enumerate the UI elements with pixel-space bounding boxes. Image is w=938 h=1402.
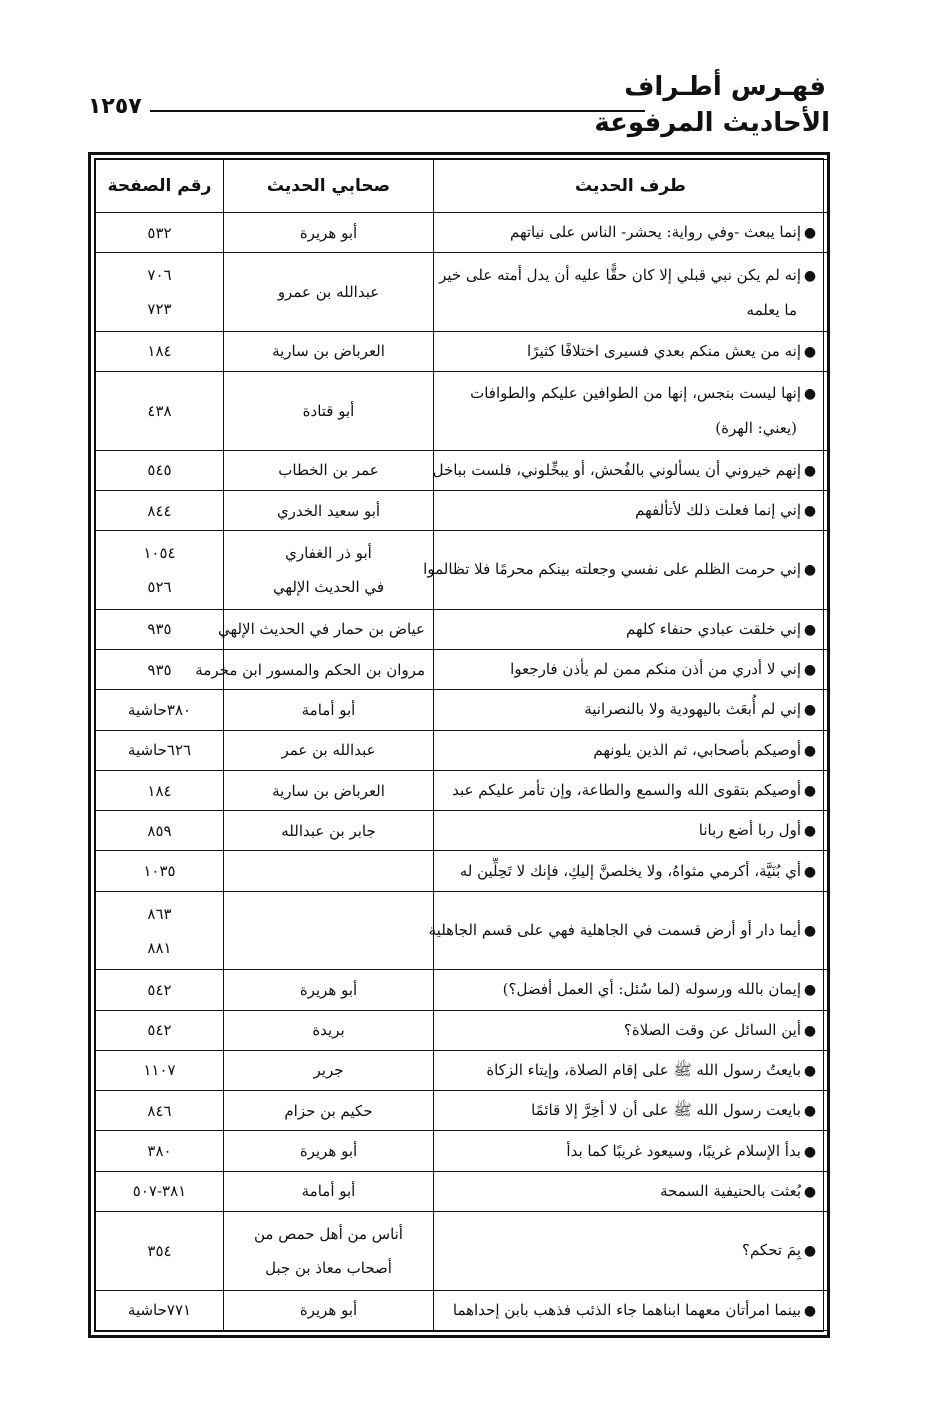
hadith-cell	[434, 1010, 828, 1050]
hadith-text: بدأ الإسلام غريبًا، وسيعود غريبًا كما بدأ	[566, 1141, 801, 1160]
hadith-cell	[423, 531, 828, 610]
bullet-icon: ●	[803, 662, 817, 679]
table-row	[96, 372, 828, 451]
page-ref-text: ١٠٥٤	[143, 543, 176, 562]
header-rule	[150, 110, 645, 112]
page-cell	[96, 1211, 224, 1290]
companion-text: أبو هريرة	[299, 223, 358, 242]
page-cell	[96, 970, 224, 1010]
companion-text: بريدة	[312, 1021, 345, 1040]
companion-cell	[224, 730, 434, 770]
page-cell	[96, 531, 224, 610]
bullet-icon: ●	[803, 1062, 817, 1079]
bullet-icon: ●	[803, 1143, 817, 1160]
page-ref-text: ٨٥٩	[147, 821, 172, 840]
bullet-icon: ●	[803, 621, 817, 638]
hadith-text: إني خلقت عبادي حنفاء كلهم	[626, 619, 801, 638]
table-header-row	[96, 160, 828, 213]
hadith-cell	[434, 1131, 828, 1171]
table-row	[96, 1211, 828, 1290]
hadith-cell	[434, 253, 828, 332]
hadith-text: إنه لم يكن نبي قبلي إلا كان حقًّا عليه أن يدل أمته على خير	[439, 265, 801, 284]
companion-text: عمر بن الخطاب	[278, 461, 379, 480]
table-row	[96, 490, 828, 530]
page-ref-text: ٣٨٠	[147, 1142, 172, 1161]
table-row	[96, 970, 828, 1010]
page-cell	[96, 1171, 224, 1211]
page-ref-text: ٣٨١-٥٠٧	[132, 1182, 187, 1201]
hadith-text: أول ربا أضع ربانا	[698, 821, 801, 840]
companion-cell	[224, 1131, 434, 1171]
page-cell	[96, 891, 224, 970]
bullet-icon: ●	[803, 742, 817, 759]
page-ref-text: ٥٤٢	[147, 980, 172, 999]
bullet-icon: ●	[803, 1302, 817, 1319]
table-row	[96, 1091, 828, 1131]
companion-cell	[224, 1290, 434, 1330]
hadith-cell	[434, 609, 828, 649]
page-cell	[96, 730, 224, 770]
page-cell	[96, 490, 224, 530]
hadith-text: بايعت رسول الله ﷺ على أن لا أخِرَّ إلا قائمًا	[531, 1101, 801, 1120]
companion-text: عبدالله بن عمرو	[277, 283, 380, 302]
table-row	[96, 730, 828, 770]
hadith-cell	[434, 811, 828, 851]
page-ref-text: ٩٣٥	[147, 660, 172, 679]
page-cell	[96, 690, 224, 730]
companion-text: أبو هريرة	[299, 1301, 358, 1320]
hadith-text: أي بُنَيَّة، أكرمي مثواهُ، ولا يخلصنَّ إليكِ، فإنك لا تَحِلِّين له	[459, 861, 801, 880]
companion-cell	[224, 1091, 434, 1131]
companion-text: أبو قتادة	[302, 401, 355, 420]
page-ref-text: ٧٠٦	[147, 266, 172, 285]
hadith-text: أوصيكم بأصحابي، ثم الذين يلونهم	[593, 740, 801, 759]
hadith-cell	[434, 490, 828, 530]
hadith-cell	[434, 1290, 828, 1330]
hadith-text: أين السائل عن وقت الصلاة؟	[623, 1020, 801, 1039]
page-ref-text: ٥٤٥	[147, 461, 172, 480]
companion-cell	[224, 811, 434, 851]
table-row	[96, 690, 828, 730]
bullet-icon: ●	[803, 1183, 817, 1200]
hadith-text: إنها ليست بنجس، إنها من الطوافين عليكم والطوافات	[470, 384, 801, 403]
companion-text: أبو ذر الغفاري	[285, 543, 372, 562]
table-row	[96, 609, 828, 649]
companion-cell	[224, 450, 434, 490]
table-row	[96, 851, 828, 891]
companion-cell	[224, 253, 434, 332]
bullet-icon: ●	[803, 702, 817, 719]
hadith-cell	[434, 730, 828, 770]
bullet-icon: ●	[803, 503, 817, 520]
table-row	[96, 650, 828, 690]
page-ref-text: ٨٦٣	[147, 904, 172, 923]
companion-text: أصحاب معاذ بن جبل	[265, 1258, 392, 1277]
companion-text: عبدالله بن عمر	[281, 741, 376, 760]
page-cell	[96, 1131, 224, 1171]
bullet-icon: ●	[803, 343, 817, 360]
hadith-text: إني إنما فعلت ذلك لأتألفهم	[635, 501, 801, 520]
table-row	[96, 331, 828, 371]
bullet-icon: ●	[803, 562, 817, 579]
page-ref-text: ٦٢٦حاشية	[127, 741, 192, 760]
companion-text: أبو هريرة	[299, 1142, 358, 1161]
companion-cell	[224, 770, 434, 810]
companion-cell	[224, 331, 434, 371]
companion-text: أبو أمامة	[301, 1182, 356, 1201]
hadith-text: بِمَ تحكم؟	[741, 1241, 801, 1260]
hadith-cell	[434, 690, 828, 730]
companion-text: العرباض بن سارية	[272, 781, 385, 800]
hadith-cell	[434, 213, 828, 253]
page-ref-text: ٨٨١	[147, 938, 172, 957]
hadith-cell	[434, 1091, 828, 1131]
hadith-cell	[428, 891, 828, 970]
bullet-icon: ●	[803, 1022, 817, 1039]
companion-cell	[224, 891, 434, 970]
page-ref-text: ٥٢٦	[147, 577, 172, 596]
hadith-text: (يعني: الهرة)	[715, 419, 797, 438]
hadith-text: إنهم خيروني أن يسألوني بالفُحش، أو يبخِّلوني، فلست بباخل	[432, 460, 801, 479]
bullet-icon: ●	[803, 225, 817, 242]
bullet-icon: ●	[803, 267, 817, 284]
page-cell	[96, 253, 224, 332]
companion-cell	[224, 970, 434, 1010]
bullet-icon: ●	[803, 1243, 817, 1260]
index-subtitle: الأحاديث المرفوعة	[594, 108, 830, 138]
hadith-cell	[434, 450, 828, 490]
page-ref-text: ١٨٤	[147, 342, 172, 361]
companion-text: أناس من أهل حمص من	[254, 1224, 403, 1243]
page-ref-text: ٨٤٤	[147, 501, 172, 520]
page-cell	[96, 851, 224, 891]
page-ref-text: ٣٨٠حاشية	[127, 700, 192, 719]
hadith-index-table	[95, 159, 828, 1331]
table-row	[96, 253, 828, 332]
table-row	[96, 1290, 828, 1330]
index-title: فهـرس أطـراف	[624, 72, 826, 102]
companion-cell	[224, 1171, 434, 1211]
hadith-cell	[434, 851, 828, 891]
table-row	[96, 531, 828, 610]
hadith-cell	[434, 372, 828, 451]
companion-cell	[224, 213, 434, 253]
table-row	[96, 770, 828, 810]
hadith-cell	[434, 1211, 828, 1290]
companion-cell	[195, 650, 434, 690]
companion-text: أبو هريرة	[299, 980, 358, 999]
hadith-text: إني حرمت الظلم على نفسي وجعلته بينكم محرمًا فلا تظالموا	[423, 560, 801, 579]
hadith-text: ما يعلمه	[746, 300, 797, 319]
hadith-text: إنه من يعش منكم بعدي فسيرى اختلافًا كثيرًا	[527, 341, 801, 360]
page-cell	[96, 609, 224, 649]
companion-text: مروان بن الحكم والمسور ابن مخرمة	[195, 660, 425, 679]
table-row	[96, 891, 828, 970]
page-ref-text: ٣٥٤	[147, 1241, 172, 1260]
page-ref-text: ٥٣٢	[147, 223, 172, 242]
table-row	[96, 1010, 828, 1050]
hadith-cell	[434, 1050, 828, 1090]
companion-text: أبو أمامة	[301, 700, 356, 719]
companion-text: جابر بن عبدالله	[281, 821, 376, 840]
bullet-icon: ●	[803, 982, 817, 999]
page-cell	[96, 811, 224, 851]
hadith-text: بايعتُ رسول الله ﷺ على إقام الصلاة، وإيتاء الزكاة	[486, 1060, 801, 1079]
hadith-text: إني لا أدري من أذن منكم ممن لم يأذن فارجعوا	[510, 660, 801, 679]
hadith-text: أيما دار أو أرض قسمت في الجاهلية فهي على قسم الجاهلية	[428, 921, 801, 939]
page-ref-text: ٧٢٣	[147, 300, 172, 319]
table-row	[96, 213, 828, 253]
page-cell	[96, 1091, 224, 1131]
bullet-icon: ●	[803, 462, 817, 479]
hadith-text: إيمان بالله ورسوله (لما سُئل: أي العمل أفضل؟)	[502, 980, 801, 999]
table-row	[96, 1171, 828, 1211]
bullet-icon: ●	[803, 783, 817, 800]
hadith-index-table-frame	[88, 152, 830, 1338]
companion-text: العرباض بن سارية	[272, 342, 385, 361]
hadith-cell	[434, 650, 828, 690]
page-ref-text: ١٨٤	[147, 781, 172, 800]
page-ref-text: ٧٧١حاشية	[127, 1301, 192, 1320]
page-cell	[96, 1050, 224, 1090]
hadith-cell	[434, 970, 828, 1010]
page-cell	[96, 450, 224, 490]
table-row	[96, 811, 828, 851]
hadith-text: بينما امرأتان معهما ابناهما جاء الذئب فذهب بابن إحداهما	[452, 1300, 801, 1319]
companion-cell	[218, 609, 434, 649]
companion-cell	[224, 1050, 434, 1090]
companion-text: جرير	[313, 1061, 344, 1080]
page-ref-text: ١٠٣٥	[143, 862, 176, 881]
companion-text: عياض بن حمار في الحديث الإلهي	[218, 620, 425, 639]
companion-cell	[224, 490, 434, 530]
page-ref-text: ٨٤٦	[147, 1101, 172, 1120]
bullet-icon: ●	[803, 386, 817, 403]
page-cell	[96, 1290, 224, 1330]
hadith-cell	[434, 770, 828, 810]
companion-cell	[224, 531, 434, 610]
page-ref-text: ١١٠٧	[143, 1061, 176, 1080]
table-row	[96, 1131, 828, 1171]
page-header	[0, 0, 938, 150]
bullet-icon: ●	[803, 863, 817, 880]
page-ref-text: ٩٣٥	[147, 620, 172, 639]
companion-text: حكيم بن حزام	[284, 1101, 373, 1120]
hadith-cell	[434, 1171, 828, 1211]
bullet-icon: ●	[803, 1103, 817, 1120]
column-header-companion: صحابي الحديث	[224, 160, 434, 213]
companion-text: أبو سعيد الخدري	[276, 501, 381, 520]
hadith-text: إنما يبعث -وفي رواية: يحشر- الناس على نياتهم	[509, 223, 801, 242]
bullet-icon: ●	[803, 823, 817, 840]
column-header-hadith: طرف الحديث	[434, 160, 828, 213]
hadith-text: بُعثت بالحنيفية السمحة	[660, 1181, 801, 1200]
page-cell	[96, 372, 224, 451]
page-ref-text: ٥٤٢	[147, 1021, 172, 1040]
page-number: ١٢٥٧	[88, 94, 142, 119]
page-cell	[96, 331, 224, 371]
hadith-text: إني لم أُبعَث باليهودية ولا بالنصرانية	[584, 700, 801, 719]
companion-cell	[224, 851, 434, 891]
table-row	[96, 450, 828, 490]
page-cell	[96, 213, 224, 253]
page-cell	[96, 770, 224, 810]
column-header-page: رقم الصفحة	[96, 160, 224, 213]
companion-cell	[224, 1211, 434, 1290]
table-row	[96, 1050, 828, 1090]
companion-text: في الحديث الإلهي	[272, 577, 385, 596]
companion-cell	[224, 1010, 434, 1050]
companion-cell	[224, 372, 434, 451]
hadith-cell	[434, 331, 828, 371]
page-cell	[96, 1010, 224, 1050]
page-ref-text: ٤٣٨	[147, 401, 172, 420]
hadith-text: أوصيكم بتقوى الله والسمع والطاعة، وإن تأمر عليكم عبد	[452, 781, 801, 800]
companion-cell	[224, 690, 434, 730]
bullet-icon: ●	[803, 923, 817, 939]
